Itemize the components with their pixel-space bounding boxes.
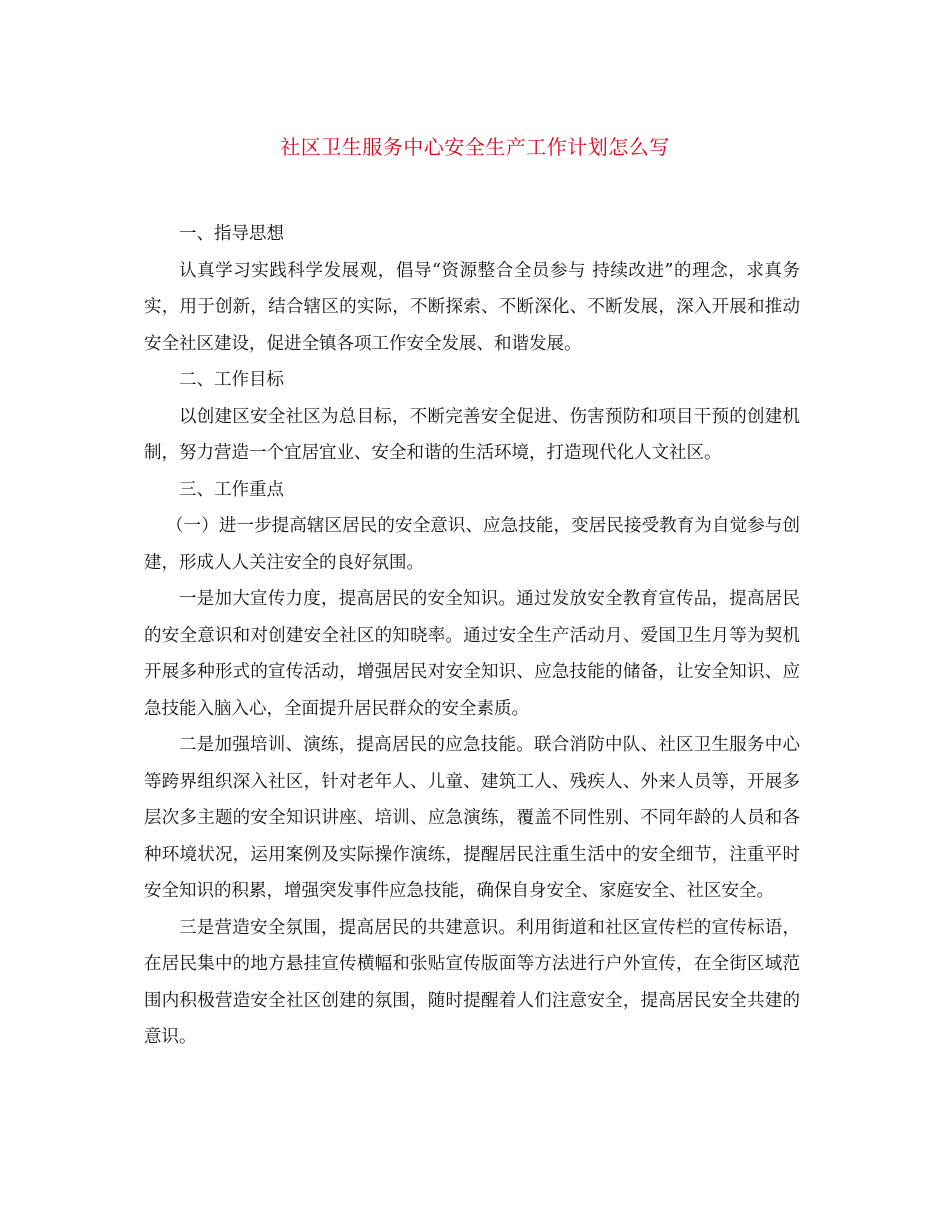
- document-title: 社区卫生服务中心安全生产工作计划怎么写: [280, 135, 670, 159]
- document-body: [144, 216, 800, 1056]
- paragraph-guiding-ideology: 认真学习实践科学发展观，倡导“资源整合全员参与 持续改进”的理念，求真务实，用于创新，结合辖区的实际，不断探索、不断深化、不断发展，深入开展和推动安全社区建设，促进全镇各项工作安全发展、和谐发展。: [144, 260, 800, 354]
- paragraph-atmosphere: 三是营造安全氛围，提高居民的共建意识。利用街道和社区宣传栏的宣传标语，在居民集中的地方悬挂宣传横幅和张贴宣传版面等方法进行户外宣传，在全街区域范围内积极营造安全社区创建的氛围，随时提醒着人们注意安全，提高居民安全共建的意识。: [144, 917, 800, 1047]
- subsection-heading-1: （一）进一步提高辖区居民的安全意识、应急技能，变居民接受教育为自觉参与创建，形成人人关注安全的良好氛围。: [144, 516, 800, 573]
- paragraph-training: 二是加强培训、演练，提高居民的应急技能。联合消防中队、社区卫生服务中心等跨界组织深入社区，针对老年人、儿童、建筑工人、残疾人、外来人员等，开展多层次多主题的安全知识讲座、培训、应急演练，覆盖不同性别、不同年龄的人员和各种环境状况，运用案例及实际操作演练，提醒居民注重生活中的安全细节，注重平时安全知识的积累，增强突发事件应急技能，确保自身安全、家庭安全、社区安全。: [144, 735, 800, 901]
- section-heading-work-goals: 二、工作目标: [179, 370, 284, 390]
- section-heading-guiding-ideology: 一、指导思想: [179, 224, 284, 244]
- paragraph-work-goals: 以创建区安全社区为总目标，不断完善安全促进、伤害预防和项目干预的创建机制，努力营造一个宜居宜业、安全和谐的生活环境，打造现代化人文社区。: [144, 406, 800, 463]
- paragraph-publicity: 一是加大宣传力度，提高居民的安全知识。通过发放安全教育宣传品，提高居民的安全意识和对创建安全社区的知晓率。通过安全生产活动月、爱国卫生月等为契机开展多种形式的宣传活动，增强居民对安全知识、应急技能的储备，让安全知识、应急技能入脑入心，全面提升居民群众的安全素质。: [144, 589, 800, 719]
- section-heading-work-focus: 三、工作重点: [179, 479, 284, 500]
